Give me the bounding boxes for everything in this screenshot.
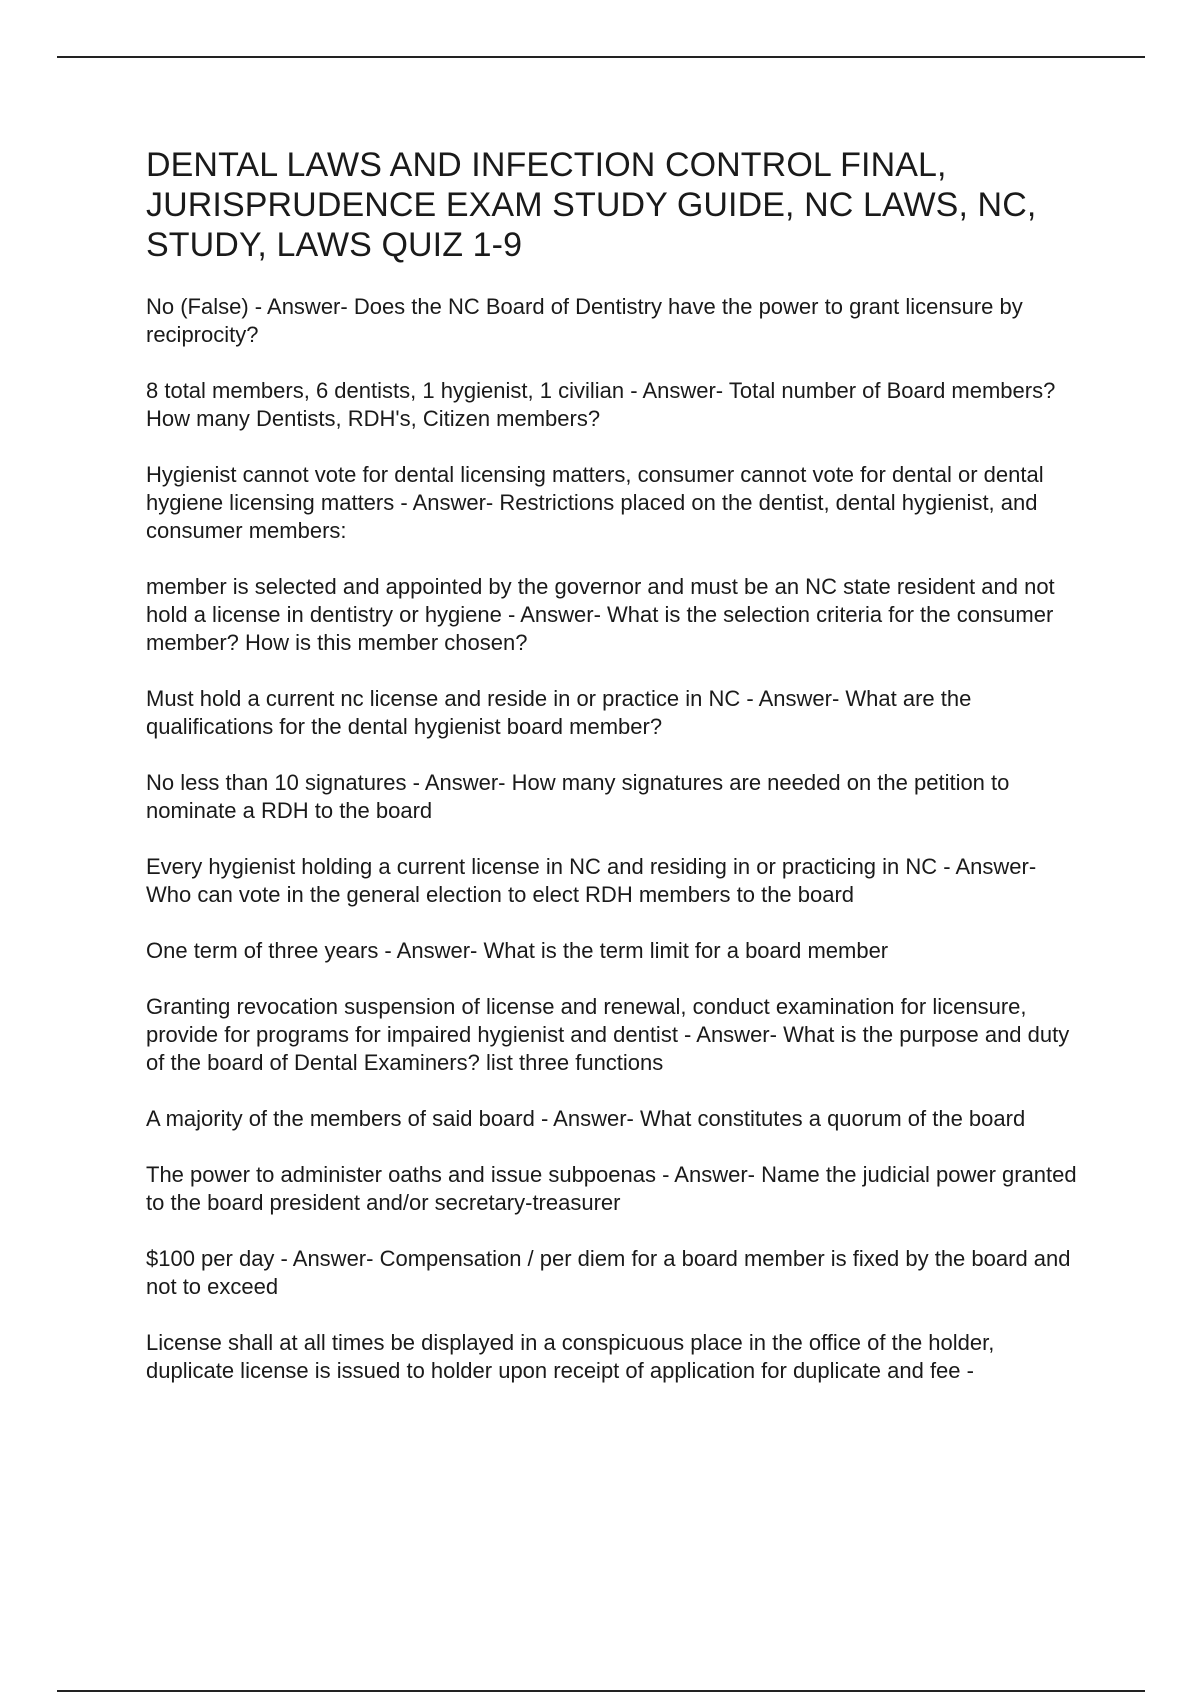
qa-item: Hygienist cannot vote for dental licensing matters, consumer cannot vote for dental or dental hygiene licensing matters - Answer- Restrictions placed on the dentist, dental hygienist, and consumer members: (146, 462, 1044, 543)
top-divider (57, 56, 1145, 58)
qa-list (146, 293, 1086, 1385)
qa-item: No (False) - Answer- Does the NC Board of Dentistry have the power to grant licensure by reciprocity? (146, 294, 1023, 347)
qa-item: No less than 10 signatures - Answer- How many signatures are needed on the petition to nominate a RDH to the board (146, 770, 1010, 823)
bottom-divider (57, 1690, 1145, 1692)
qa-item: Must hold a current nc license and reside in or practice in NC - Answer- What are the qualifications for the dental hygienist board member? (146, 686, 972, 739)
qa-item: A majority of the members of said board - Answer- What constitutes a quorum of the board (146, 1106, 1026, 1131)
qa-item: Granting revocation suspension of license and renewal, conduct examination for licensure, provide for programs for impaired hygienist and dentist - Answer- What is the purpose and duty of the board of Dental Examiners? list three functions (146, 994, 1070, 1075)
document-title: DENTAL LAWS AND INFECTION CONTROL FINAL, JURISPRUDENCE EXAM STUDY GUIDE, NC LAWS, NC, STUDY, LAWS QUIZ 1-9 (146, 146, 1037, 264)
document-body (146, 145, 1086, 1413)
qa-item: License shall at all times be displayed in a conspicuous place in the office of the holder, duplicate license is issued to holder upon receipt of application for duplicate and fee - (146, 1330, 995, 1383)
qa-item: 8 total members, 6 dentists, 1 hygienist, 1 civilian - Answer- Total number of Board members? How many Dentists, RDH's, Citizen members? (146, 378, 1056, 431)
qa-item: Every hygienist holding a current license in NC and residing in or practicing in NC - Answer- Who can vote in the general election to elect RDH members to the board (146, 854, 1037, 907)
qa-item: The power to administer oaths and issue subpoenas - Answer- Name the judicial power granted to the board president and/or secretary-treasurer (146, 1162, 1077, 1215)
qa-item: $100 per day - Answer- Compensation / per diem for a board member is fixed by the board and not to exceed (146, 1246, 1071, 1299)
qa-item: One term of three years - Answer- What is the term limit for a board member (146, 938, 889, 963)
qa-item: member is selected and appointed by the governor and must be an NC state resident and not hold a license in dentistry or hygiene - Answer- What is the selection criteria for the consumer member? How is this member chosen? (146, 574, 1055, 655)
